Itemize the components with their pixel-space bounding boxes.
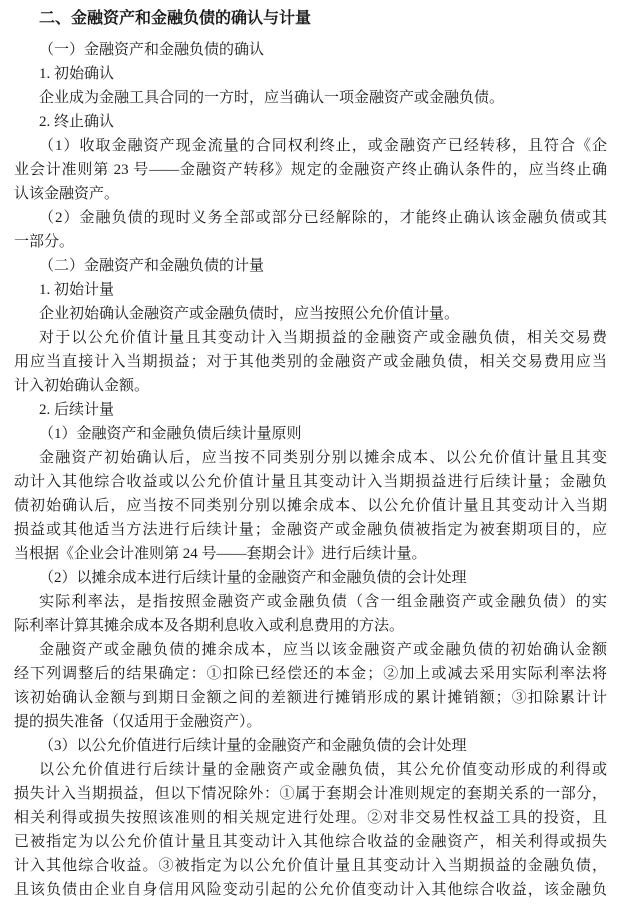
text-line: 实际利率法，是指按照金融资产或金融负债（含一组金融资产或金融负债）的实 [39, 594, 607, 610]
text-line: 金融资产初始确认后，应当按不同类别分别以摊余成本、以公允价值计量且其变 [39, 450, 607, 466]
text-line: 且该负债由企业自身信用风险变动引起的公允价值变动计入其他综合收益，该金融负 [14, 882, 607, 898]
text-line: 1. 初始计量 [39, 282, 115, 298]
text-line: （2）金融负债的现时义务全部或部分已经解除的，才能终止确认该金融负债或其 [39, 210, 607, 226]
text-line: 计入初始确认金额。 [14, 378, 150, 394]
text-line: （3）以公允价值进行后续计量的金融资产和金融负债的会计处理 [39, 738, 467, 754]
text-line: 1. 初始确认 [39, 66, 115, 82]
text-line: 企业成为金融工具合同的一方时，应当确认一项金融资产或金融负债。 [39, 90, 505, 106]
text-line: 企业初始确认金融资产或金融负债时，应当按照公允价值计量。 [39, 306, 460, 322]
text-line: 损益或其他适当方法进行后续计量；金融资产或金融负债被指定为被套期项目的，应 [14, 522, 607, 538]
text-line: 2. 终止确认 [39, 114, 115, 130]
text-line: 金融资产或金融负债的摊余成本，应当以该金融资产或金融负债的初始确认金额 [39, 642, 607, 658]
text-line: （一）金融资产和金融负债的确认 [39, 42, 265, 58]
text-line: 已被指定为以公允价值计量且其变动计入其他综合收益的金融资产，相关利得或损失 [14, 834, 607, 850]
text-line: 认该金融资产。 [14, 186, 120, 202]
section-heading: 二、金融资产和金融负债的确认与计量 [39, 8, 312, 27]
text-line: 该初始确认金额与到期日金额之间的差额进行摊销形成的累计摊销额；③扣除累计计 [14, 690, 607, 706]
text-line: （2）以摊余成本进行后续计量的金融资产和金融负债的会计处理 [39, 570, 467, 586]
text-line: 动计入其他综合收益或以公允价值计量且其变动计入当期损益进行后续计量；金融负 [14, 474, 607, 490]
text-line: 以公允价值进行后续计量的金融资产或金融负债，其公允价值变动形成的利得或 [39, 762, 607, 778]
text-line: 损失计入当期损益，但以下情况除外：①属于套期会计准则规定的套期关系的一部分， [14, 786, 607, 802]
text-line: 2. 后续计量 [39, 402, 115, 418]
text-line: 用应当直接计入当期损益；对于其他类别的金融资产或金融负债，相关交易费用应当 [14, 354, 607, 370]
text-line: 计入其他综合收益。③被指定为以公允价值计量且其变动计入当期损益的金融负债， [14, 858, 607, 874]
document-body [14, 38, 607, 902]
text-line: 提的损失准备（仅适用于金融资产）。 [14, 714, 262, 730]
text-line: 对于以公允价值计量且其变动计入当期损益的金融资产或金融负债，相关交易费 [39, 330, 607, 346]
text-line: （1）金融资产和金融负债后续计量原则 [39, 426, 302, 442]
text-line: 经下列调整后的结果确定：①扣除已经偿还的本金；②加上或减去采用实际利率法将 [14, 666, 607, 682]
text-line: 当根据《企业会计准则第 24 号——套期会计》进行后续计量。 [14, 546, 427, 562]
text-line: （二）金融资产和金融负债的计量 [39, 258, 265, 274]
text-line: 业会计准则第 23 号——金融资产转移》规定的金融资产终止确认条件的，应当终止确 [14, 162, 607, 178]
text-line: 债初始确认后，应当按不同类别分别以摊余成本、以公允价值计量且其变动计入当期 [14, 498, 607, 514]
text-line: 相关利得或损失按照该准则的相关规定进行处理。②对非交易性权益工具的投资，且 [14, 810, 607, 826]
text-line: 际利率计算其摊余成本及各期利息收入或利息费用的方法。 [14, 618, 405, 634]
text-line: （1）收取金融资产现金流量的合同权利终止，或金融资产已经转移，且符合《企 [39, 138, 607, 154]
text-line: 一部分。 [14, 234, 75, 250]
